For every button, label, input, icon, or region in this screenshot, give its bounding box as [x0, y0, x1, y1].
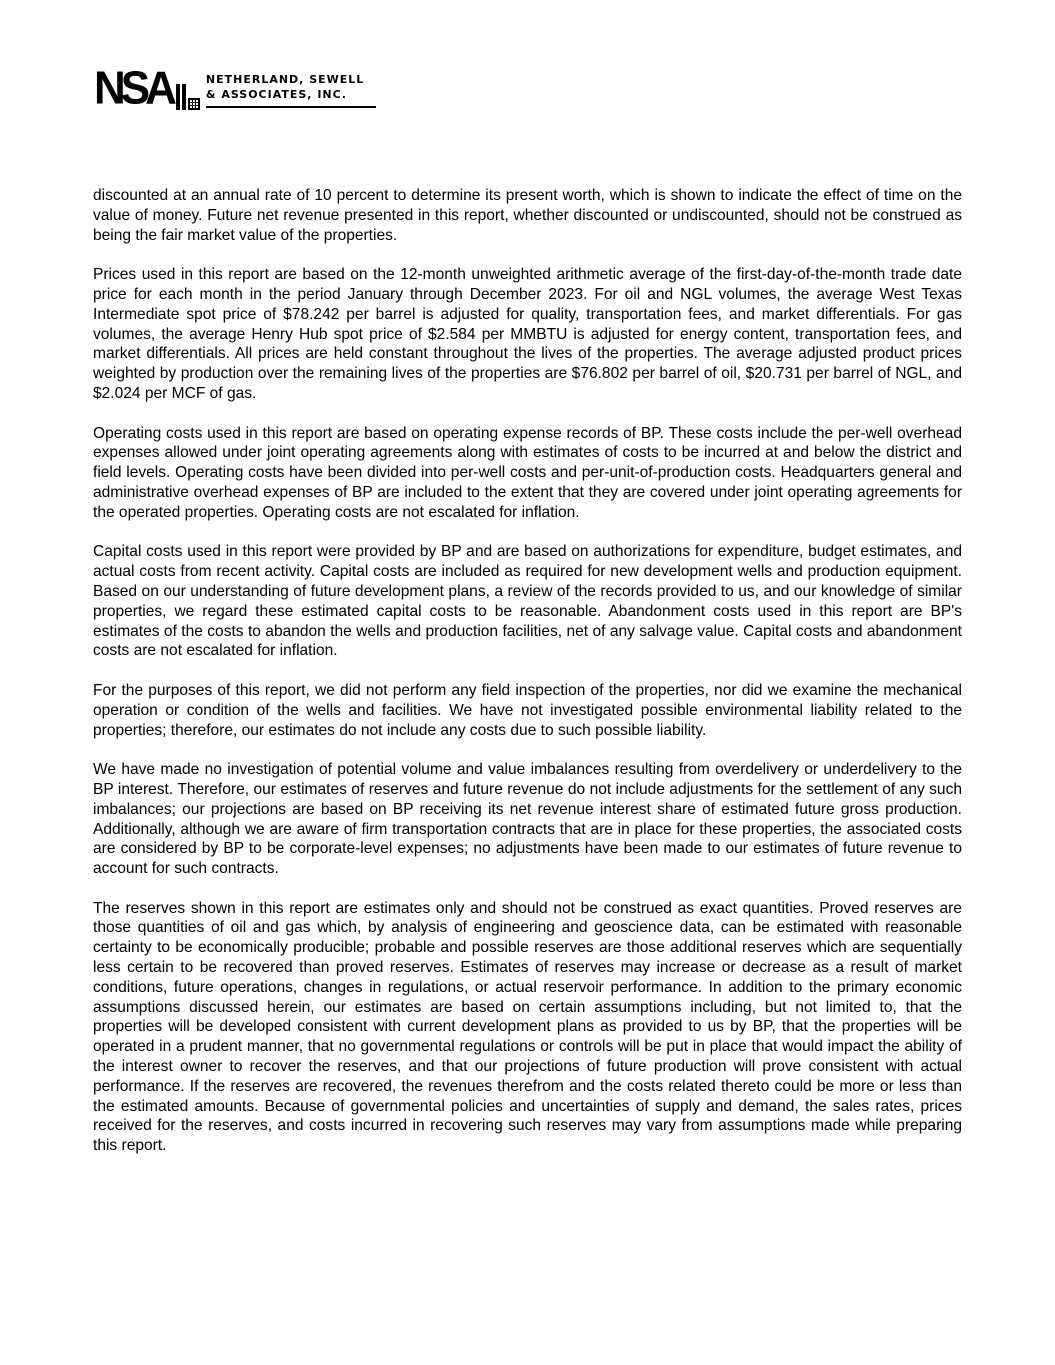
logo-bar	[176, 84, 180, 110]
company-name	[206, 72, 376, 108]
document-body	[93, 186, 962, 1176]
paragraph-discounting: discounted at an annual rate of 10 percent to determine its present worth, which is shown to indicate the effect of time on the value of money. Future net revenue presented in this report, whether discounted or undiscounted, should not be construed as being the fair market value of the properties.	[93, 187, 962, 244]
paragraph-capital-costs: Capital costs used in this report were provided by BP and are based on authorizations for expenditure, budget estimates, and actual costs from recent activity. Capital costs are included as required for new development wells and production equipment. Based on our understanding of future development plans, a review of the records provided to us, and our knowledge of similar properties, we regard these estimated capital costs to be reasonable. Abandonment costs used in this report are BP's estimates of the costs to abandon the wells and production facilities, net of any salvage value. Capital costs and abandonment costs are not escalated for inflation.	[93, 543, 962, 660]
logo-bar	[182, 84, 186, 110]
logo-mark	[94, 62, 200, 115]
company-name-line-1: NETHERLAND, SEWELL	[205, 73, 365, 86]
logo-underline	[206, 106, 376, 108]
company-name-line-2: & ASSOCIATES, INC.	[205, 88, 347, 101]
logo-bars-icon	[176, 74, 200, 110]
paragraph-operating-costs: Operating costs used in this report are based on operating expense records of BP. These costs include the per-well overhead expenses allowed under joint operating agreements along with estimates of costs to be incurred at and below the district and field levels. Operating costs have been divided into per-well costs and per-unit-of-production costs. Headquarters general and administrative overhead expenses of BP are included to the extent that they are covered under joint operating agreements for the operated properties. Operating costs are not escalated for inflation.	[93, 424, 962, 521]
paragraph-field-inspection: For the purposes of this report, we did not perform any field inspection of the properties, nor did we examine the mechanical operation or condition of the wells and facilities. We have not investigated possible environmental liability related to the properties; therefore, our estimates do not include any costs due to such possible liability.	[93, 681, 962, 739]
paragraph-imbalances: We have made no investigation of potential volume and value imbalances resulting from overdelivery or underdelivery to the BP interest. Therefore, our estimates of reserves and future revenue do not include adjustments for the settlement of any such imbalances; our projections are based on BP receiving its net revenue interest share of estimated future gross production. Additionally, although we are aware of firm transportation contracts that are in place for these properties, the associated costs are considered by BP to be corporate-level expenses; no adjustments have been made to our estimates of future revenue to account for such contracts.	[93, 761, 962, 878]
paragraph-reserves: The reserves shown in this report are estimates only and should not be construed as exact quantities. Proved reserves are those quantities of oil and gas which, by analysis of engineering and geoscience data, can be estimated with reasonable certainty to be economically producible; probable and possible reserves are those additional reserves which are sequentially less certain to be recovered than proved reserves. Estimates of reserves may increase or decrease as a result of market conditions, future operations, changes in regulations, or actual reservoir performance. In addition to the primary economic assumptions discussed herein, our estimates are based on certain assumptions including, but not limited to, that the properties will be developed consistent with current development plans as provided to us by BP, that the properties will be operated in a prudent manner, that no governmental regulations or controls will be put in place that would impact the ability of the interest owner to recover the reserves, and that our projections of future production will prove consistent with actual performance. If the reserves are recovered, the revenues therefrom and the costs related thereto could be more or less than the estimated amounts. Because of governmental policies and uncertainties of supply and demand, the sales rates, prices received for the reserves, and costs incurred in recovering such reserves may vary from assumptions made while preparing this report.	[93, 899, 962, 1155]
logo-globe-icon	[188, 98, 200, 110]
company-logo	[94, 62, 376, 115]
logo-letters: NSA	[94, 62, 172, 115]
paragraph-prices: Prices used in this report are based on the 12-month unweighted arithmetic average of the first-day-of-the-month trade date price for each month in the period January through December 2023. For oil and NGL volumes, the average West Texas Intermediate spot price of $78.242 per barrel is adjusted for quality, transportation fees, and market differentials. For gas volumes, the average Henry Hub spot price of $2.584 per MMBTU is adjusted for energy content, transportation fees, and market differentials. All prices are held constant throughout the lives of the properties. The average adjusted product prices weighted by production over the remaining lives of the properties are $76.802 per barrel of oil, $20.731 per barrel of NGL, and $2.024 per MCF of gas.	[93, 266, 962, 402]
